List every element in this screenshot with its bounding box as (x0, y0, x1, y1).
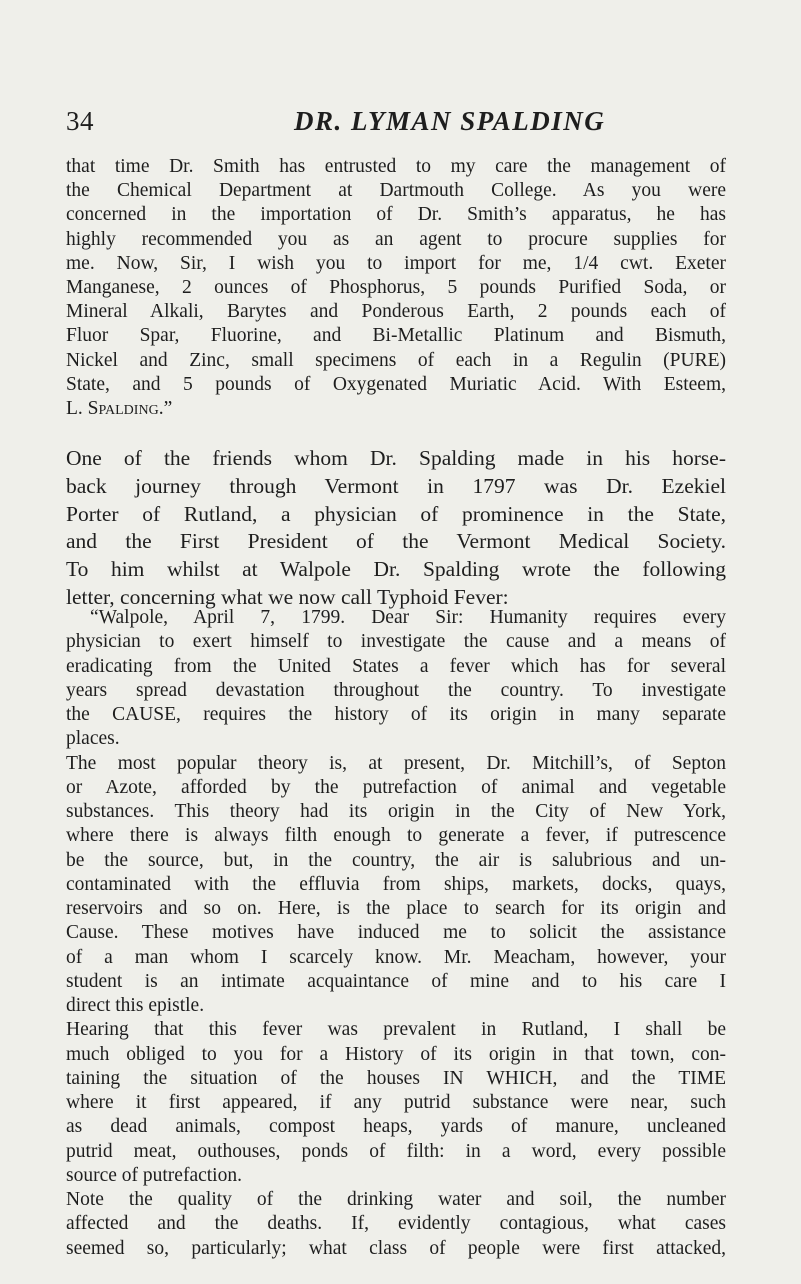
text-line: direct this epistle. (66, 995, 205, 1016)
text-line: where there is always filth enough to generate a fever, if putrescence (66, 825, 726, 847)
text-line: affected and the deaths. If, evidently contagious, what cases (66, 1213, 726, 1235)
text-line: Manganese, 2 ounces of Phosphorus, 5 pounds Purified Soda, or (66, 277, 726, 299)
text-line: eradicating from the United States a fever which has for several (66, 655, 726, 677)
letter-signature (66, 397, 726, 421)
text-line: substances. This theory had its origin in the City of New York, (66, 801, 726, 822)
text-line: source of putrefaction. (66, 1164, 242, 1186)
text-line: and the First President of the Vermont Medical Society. (66, 529, 726, 554)
text-line: highly recommended you as an agent to procure supplies for (66, 228, 726, 250)
narrative-paragraph (66, 445, 726, 612)
text-line: contaminated with the effluvia from ships, markets, docks, quays, (66, 873, 726, 895)
text-line: or Azote, afforded by the putrefaction of animal and vegetable (66, 776, 726, 798)
text-line: State, and 5 pounds of Oxygenated Muriatic Acid. With Esteem, (66, 373, 726, 395)
text-line: years spread devastation throughout the country. To investigate (66, 679, 726, 701)
text-line: places. (66, 728, 120, 750)
signature-name: Spalding (87, 398, 159, 420)
text-line: Note the quality of the drinking water and soil, the number (66, 1189, 726, 1210)
text-line: One of the friends whom Dr. Spalding made in his horse- (66, 446, 726, 470)
page-header (66, 106, 726, 146)
text-line: taining the situation of the houses IN WHICH, and the TIME (66, 1067, 726, 1089)
signature-suffix: .” (158, 398, 173, 420)
text-line: Fluor Spar, Fluorine, and Bi-Metallic Platinum and Bismuth, (66, 325, 726, 347)
text-line: the CAUSE, requires the history of its origin in many separate (66, 704, 726, 725)
text-line: The most popular theory is, at present, Dr. Mitchill’s, of Septon (66, 752, 726, 774)
text-line: as dead animals, compost heaps, yards of manure, uncleaned (66, 1116, 726, 1138)
text-line: concerned in the importation of Dr. Smith’s apparatus, he has (66, 204, 726, 226)
text-line: of a man whom I scarcely know. Mr. Meacham, however, your (66, 946, 726, 968)
page-number: 34 (66, 106, 94, 136)
text-line: putrid meat, outhouses, ponds of filth: in a word, every possible (66, 1140, 726, 1162)
text-line: that time Dr. Smith has entrusted to my care the management of (66, 156, 726, 177)
text-line: Porter of Rutland, a physician of prominence in the State, (66, 501, 726, 526)
text-line: back journey through Vermont in 1797 was Dr. Ezekiel (66, 473, 726, 498)
text-line: the Chemical Department at Dartmouth College. As you were (66, 180, 726, 202)
letter-continuation-paragraph (66, 155, 726, 421)
signature-prefix: L. (66, 398, 88, 420)
text-line: be the source, but, in the country, the air is salubrious and un- (66, 849, 726, 871)
text-line: “Walpole, April 7, 1799. Dear Sir: Humanity requires every (90, 607, 726, 628)
text-line: Hearing that this fever was prevalent in Rutland, I shall be (66, 1019, 726, 1041)
running-title: DR. LYMAN SPALDING (294, 106, 606, 136)
text-line: Mineral Alkali, Barytes and Ponderous Earth, 2 pounds each of (66, 301, 726, 323)
text-line: physician to exert himself to investigate the cause and a means of (66, 631, 726, 653)
text-line: student is an intimate acquaintance of mine and to his care I (66, 970, 726, 992)
text-line: letter, concerning what we now call Typhoid Fever: (66, 584, 509, 609)
quoted-letter (66, 606, 726, 1261)
text-line: me. Now, Sir, I wish you to import for me, 1/4 cwt. Exeter (66, 252, 726, 274)
text-line: much obliged to you for a History of its origin in that town, con- (66, 1043, 726, 1065)
text-line: Cause. These motives have induced me to solicit the assistance (66, 922, 726, 944)
text-line: reservoirs and so on. Here, is the place to search for its origin and (66, 898, 726, 919)
text-line: To him whilst at Walpole Dr. Spalding wrote the following (66, 557, 726, 582)
text-line: seemed so, particularly; what class of people were first attacked, (66, 1237, 726, 1259)
text-line: Nickel and Zinc, small specimens of each in a Regulin (PURE) (66, 349, 726, 371)
text-line: where it first appeared, if any putrid substance were near, such (66, 1092, 726, 1113)
